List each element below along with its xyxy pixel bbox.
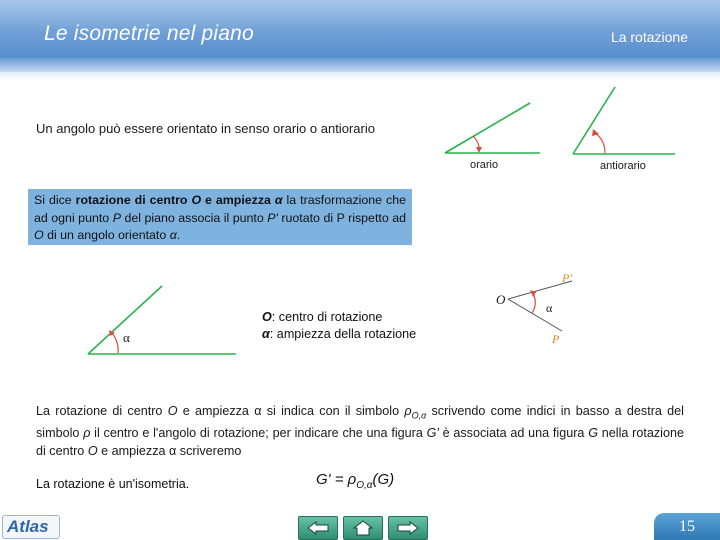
para-text: e ampiezza <box>177 404 255 418</box>
def-symbol-p: P <box>112 210 121 225</box>
para-symbol: α <box>254 404 262 418</box>
para-text: e ampiezza <box>97 443 170 458</box>
arrow-right-icon <box>397 521 419 535</box>
def-bold: rotazione di centro <box>75 193 192 207</box>
section-title: La rotazione <box>610 29 688 45</box>
para-symbol-rho: ρ <box>404 404 412 418</box>
para-symbol: α <box>169 443 177 458</box>
header-fade <box>0 58 720 80</box>
legend-symbol-o: O <box>262 310 272 324</box>
alpha-label: α <box>123 330 130 345</box>
clockwise-angle-diagram <box>440 95 550 160</box>
counterclockwise-arc <box>595 133 605 153</box>
def-text: del piano associa il punto <box>120 210 268 225</box>
legend-symbol-alpha: α <box>262 327 270 341</box>
def-symbol-o: O <box>34 228 44 242</box>
para-subscript: O,α <box>411 410 427 421</box>
point-p-label: P <box>552 332 560 346</box>
intro-text: Un angolo può essere orientato in senso orario o antiorario <box>36 121 375 136</box>
def-text: di un angolo orientato <box>43 228 170 242</box>
para-text: scrivendo come indici in basso a destra del simbolo <box>36 404 684 441</box>
point-pprime-label: P' <box>562 271 572 285</box>
rotation-figure <box>490 266 610 356</box>
rotation-arc <box>532 293 535 313</box>
def-symbol-pprime: P' <box>267 210 278 225</box>
def-text: . <box>176 228 181 242</box>
para-text: il centro e l'angolo di rotazione; per indicare che una figura <box>90 426 427 441</box>
counterclockwise-angle-diagram <box>565 85 685 160</box>
para-symbol-rho: ρ <box>83 426 91 441</box>
para-symbol: O <box>167 404 178 418</box>
angle-ray-upper <box>573 87 615 154</box>
angle-ray-upper <box>445 103 530 153</box>
para-symbol: O <box>87 443 98 458</box>
arrow-left-icon <box>307 521 329 535</box>
atlas-logo[interactable]: Atlas <box>2 515 60 539</box>
def-symbol-alpha: α <box>169 228 177 242</box>
legend-text: : centro di rotazione <box>271 310 383 324</box>
rotation-formula <box>316 471 394 491</box>
home-button[interactable] <box>343 516 383 540</box>
para-text: è associata ad una figura <box>438 426 589 441</box>
isometry-note: La rotazione è un'isometria. <box>36 477 190 491</box>
formula-rhs: (G) <box>372 471 395 488</box>
para-text: si indica con il simbolo <box>261 404 405 418</box>
def-bold: e ampiezza <box>201 193 275 207</box>
angle-arc <box>112 333 118 353</box>
clockwise-label: orario <box>470 159 499 171</box>
def-symbol-alpha: α <box>274 193 283 207</box>
page-title: Le isometrie nel piano <box>44 22 254 45</box>
para-text: scriveremo <box>176 443 242 458</box>
para-text: La rotazione di centro <box>36 404 168 418</box>
def-text: la trasformazione che ad ogni punto <box>34 193 407 225</box>
figure-alpha-label: α <box>546 301 553 315</box>
legend-text: : ampiezza della rotazione <box>269 327 417 341</box>
legend <box>262 309 416 343</box>
para-text: nella rotazione di centro <box>36 426 684 458</box>
formula-lhs: G' = ρ <box>316 471 357 488</box>
legend-amplitude <box>262 326 416 343</box>
def-text: ruotato di P rispetto ad <box>277 210 406 225</box>
para-symbol: G' <box>426 426 439 441</box>
point-o-label: O <box>496 292 506 307</box>
def-symbol-o: O <box>191 193 202 207</box>
counterclockwise-label: antiorario <box>600 160 646 172</box>
definition-box <box>28 189 412 245</box>
next-button[interactable] <box>388 516 428 540</box>
explanation-paragraph <box>36 403 684 460</box>
page-number: 15 <box>654 513 720 540</box>
legend-center <box>262 309 416 326</box>
rotation-angle-figure <box>86 280 246 360</box>
para-symbol: G <box>588 426 599 441</box>
formula-subscript: O,α <box>356 480 373 491</box>
previous-button[interactable] <box>298 516 338 540</box>
clockwise-arrowhead <box>476 147 482 153</box>
home-icon <box>353 520 373 536</box>
def-text: Si dice <box>34 193 76 207</box>
